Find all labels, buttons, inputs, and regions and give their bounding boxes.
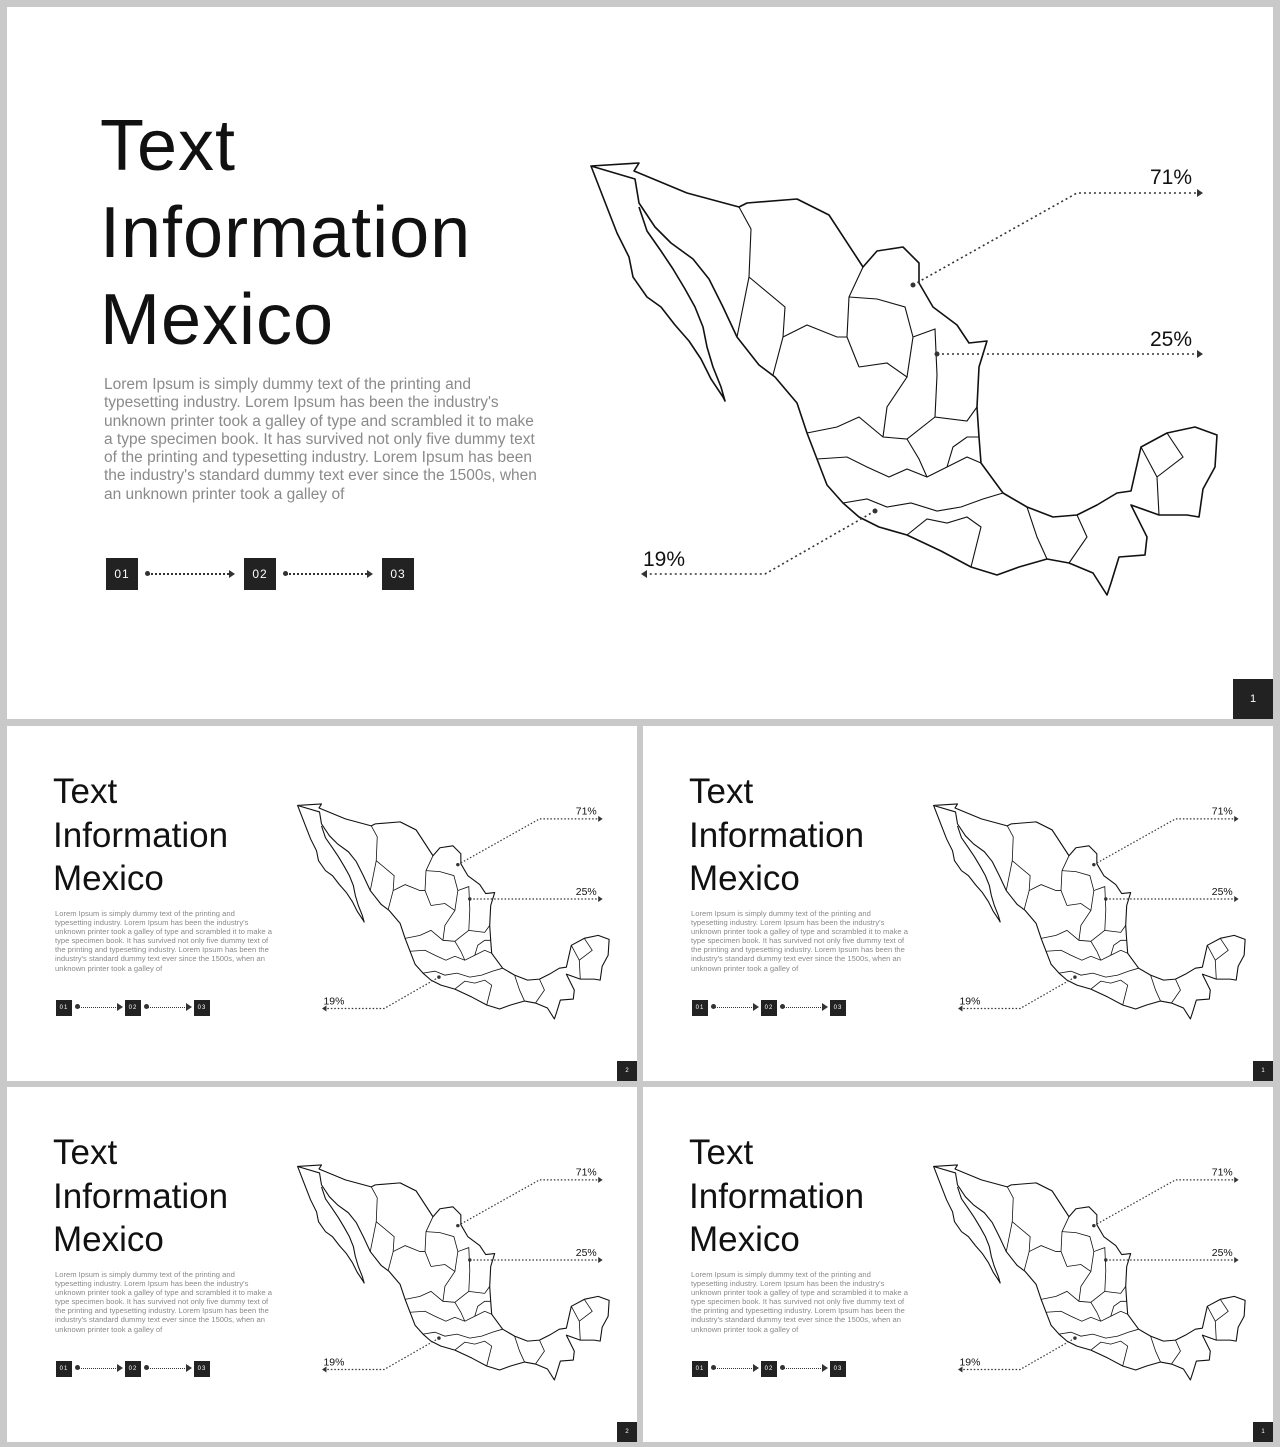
callout-south: 19% [323, 1357, 345, 1369]
step-2-box: 02 [761, 1000, 777, 1016]
title-line-1: Text [689, 772, 754, 811]
mexico-map [7, 726, 637, 1081]
main-slide[interactable] [7, 7, 1273, 719]
mexico-map [7, 7, 1273, 719]
body-text: Lorem Ipsum is simply dummy text of the printing and typesetting industry. Lorem Ipsum has been the industry's unknown printer took a galley of type and scrambled it to make a type specimen book. It has survived not only five dummy text of the printing and typesetting industry. Lorem Ipsum has been the industry's standard dummy text ever since the 1500s, when an unknown printer took a galley of [691, 1270, 908, 1334]
callout-north: 71% [575, 806, 597, 818]
step-2-box: 02 [125, 1361, 141, 1377]
thumbnail-slide[interactable] [643, 726, 1273, 1081]
title-line-3: Mexico [53, 859, 164, 898]
mexico-map [643, 1087, 1273, 1442]
callout-south: 19% [643, 548, 686, 571]
title-line-3: Mexico [689, 859, 800, 898]
callout-north: 71% [1149, 166, 1192, 189]
step-1-box: 01 [106, 558, 138, 590]
page-number: 1 [1253, 1061, 1273, 1081]
body-text: Lorem Ipsum is simply dummy text of the printing and typesetting industry. Lorem Ipsum has been the industry's unknown printer took a galley of type and scrambled it to make a type specimen book. It has survived not only five dummy text of the printing and typesetting industry. Lorem Ipsum has been the industry's standard dummy text ever since the 1500s, when an unknown printer took a galley of [55, 909, 272, 973]
callout-east: 25% [1211, 1248, 1233, 1260]
page-number: 1 [1233, 679, 1273, 719]
mexico-outline [591, 163, 1217, 595]
callout-north: 71% [1211, 806, 1233, 818]
thumbnail-slide[interactable] [643, 1087, 1273, 1442]
step-3-box: 03 [830, 1000, 846, 1016]
title-line-3: Mexico [689, 1220, 800, 1259]
callout-south: 19% [959, 1357, 981, 1369]
callout-south: 19% [323, 996, 345, 1008]
step-2-box: 02 [125, 1000, 141, 1016]
mexico-map [643, 726, 1273, 1081]
step-1-box: 01 [692, 1000, 708, 1016]
title-line-2: Information [689, 815, 865, 855]
step-3-box: 03 [830, 1361, 846, 1377]
thumbnail-slide[interactable] [7, 1087, 637, 1442]
step-3-box: 03 [194, 1000, 210, 1016]
callout-east: 25% [1149, 328, 1192, 351]
page-number: 1 [1253, 1422, 1273, 1442]
title-line-2: Information [689, 1176, 865, 1216]
leader-north [913, 193, 1197, 285]
page-number: 2 [617, 1422, 637, 1442]
step-1-box: 01 [56, 1361, 72, 1377]
body-text: Lorem Ipsum is simply dummy text of the printing and typesetting industry. Lorem Ipsum has been the industry's unknown printer took a galley of type and scrambled it to make a type specimen book. It has survived not only five dummy text of the printing and typesetting industry. Lorem Ipsum has been the industry's standard dummy text ever since the 1500s, when an unknown printer took a galley of [104, 376, 537, 503]
step-1-box: 01 [692, 1361, 708, 1377]
page-number: 2 [617, 1061, 637, 1081]
title-line-1: Text [53, 772, 118, 811]
state-borders [737, 199, 1183, 567]
step-3-box: 03 [194, 1361, 210, 1377]
body-text: Lorem Ipsum is simply dummy text of the printing and typesetting industry. Lorem Ipsum has been the industry's unknown printer took a galley of type and scrambled it to make a type specimen book. It has survived not only five dummy text of the printing and typesetting industry. Lorem Ipsum has been the industry's standard dummy text ever since the 1500s, when an unknown printer took a galley of [55, 1270, 272, 1334]
title-line-1: Text [53, 1133, 118, 1172]
title-line-2: Information [53, 1176, 229, 1216]
title-line-2: Information [53, 815, 229, 855]
body-text: Lorem Ipsum is simply dummy text of the printing and typesetting industry. Lorem Ipsum has been the industry's unknown printer took a galley of type and scrambled it to make a type specimen book. It has survived not only five dummy text of the printing and typesetting industry. Lorem Ipsum has been the industry's standard dummy text ever since the 1500s, when an unknown printer took a galley of [691, 909, 908, 973]
callout-east: 25% [575, 887, 597, 899]
title-line-3: Mexico [100, 280, 335, 360]
callout-east: 25% [575, 1248, 597, 1260]
title-line-2: Information [100, 193, 472, 273]
callout-south: 19% [959, 996, 981, 1008]
callout-north: 71% [575, 1167, 597, 1179]
step-1-box: 01 [56, 1000, 72, 1016]
title-line-1: Text [100, 106, 237, 186]
thumbnail-slide[interactable] [7, 726, 637, 1081]
step-2-box: 02 [244, 558, 276, 590]
title-line-3: Mexico [53, 1220, 164, 1259]
baja-outline [591, 166, 725, 401]
step-3-box: 03 [382, 558, 414, 590]
callout-east: 25% [1211, 887, 1233, 899]
callout-north: 71% [1211, 1167, 1233, 1179]
mexico-map [7, 1087, 637, 1442]
title-line-1: Text [689, 1133, 754, 1172]
step-2-box: 02 [761, 1361, 777, 1377]
